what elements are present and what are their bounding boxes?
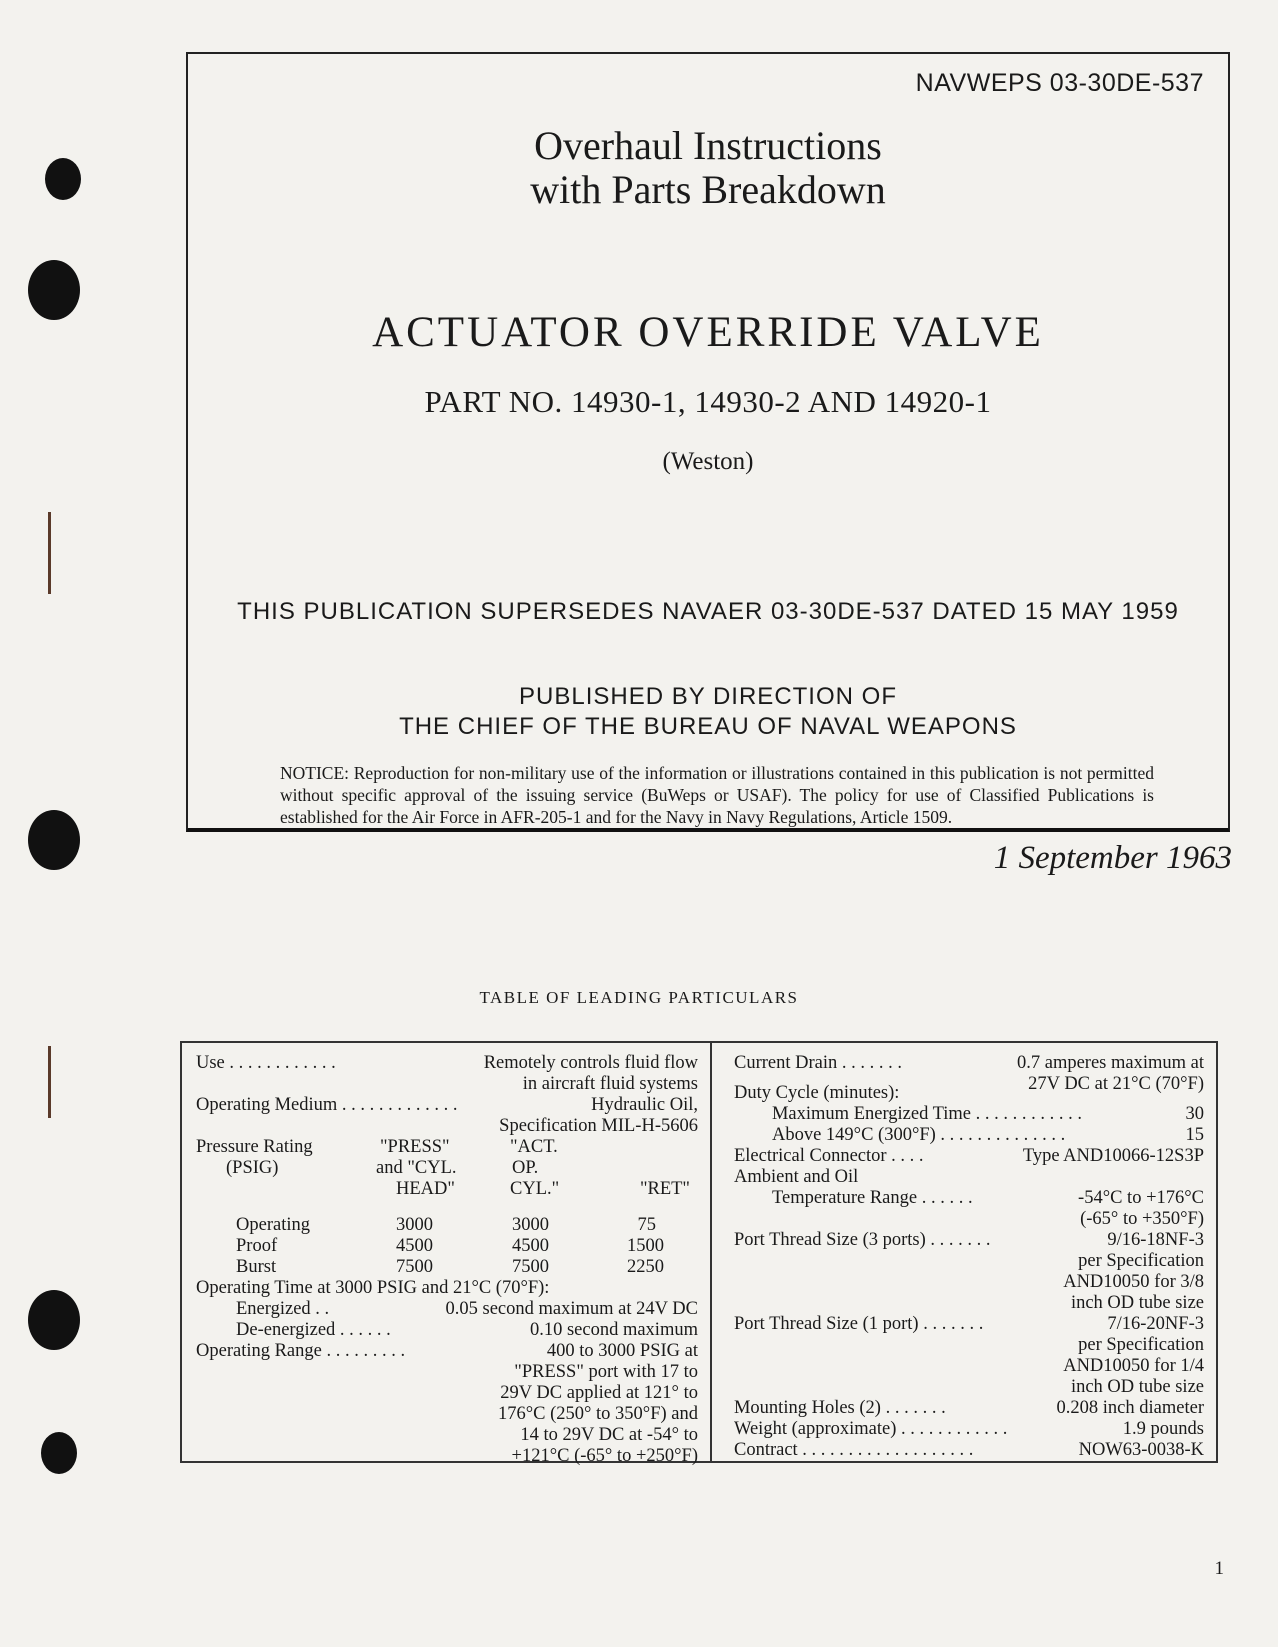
binder-hole bbox=[28, 810, 80, 870]
column-header-act: "ACT. bbox=[510, 1137, 558, 1157]
part-number: PART NO. 14930-1, 14930-2 AND 14920-1 bbox=[424, 384, 992, 419]
product-title: ACTUATOR OVERRIDE VALVE bbox=[372, 309, 1044, 356]
port-thread-1-value: 7/16-20NF-3 bbox=[1107, 1314, 1204, 1334]
mounting-holes-value: 0.208 inch diameter bbox=[1056, 1398, 1204, 1418]
column-header-act: CYL." bbox=[510, 1179, 560, 1199]
energized-value: 0.05 second maximum at 24V DC bbox=[445, 1299, 698, 1319]
energized-label: Energized . . bbox=[236, 1299, 330, 1319]
operating-range-value: 14 to 29V DC at -54° to bbox=[520, 1425, 698, 1445]
port-thread-3-value: AND10050 for 3/8 bbox=[1063, 1272, 1204, 1292]
ambient-label: Ambient and Oil bbox=[733, 1167, 859, 1187]
pressure-value: 2250 bbox=[626, 1257, 664, 1277]
notice: NOTICE: Reproduction for non-military use of the information or illustrations contained in this publication is not permitted without specific approval of the issuing service (BuWeps or USAF). The policy for use of Classified Publications is established for the Air Force in AFR-205-1 and for the Navy in Navy Regulations, Article 1509. bbox=[280, 763, 1154, 827]
max-energized-label: Maximum Energized Time . . . . . . . . . . . . bbox=[771, 1104, 1083, 1124]
manufacturer: (Weston) bbox=[662, 448, 754, 475]
use-value: in aircraft fluid systems bbox=[522, 1074, 698, 1094]
port-thread-3-label: Port Thread Size (3 ports) . . . . . . . bbox=[733, 1230, 991, 1250]
max-energized-value: 30 bbox=[1185, 1104, 1204, 1124]
pressure-value: 4500 bbox=[512, 1236, 549, 1256]
particulars-left-column bbox=[182, 1043, 712, 1466]
medium-value: Hydraulic Oil, bbox=[591, 1095, 698, 1115]
current-drain-value: 0.7 amperes maximum at bbox=[1016, 1053, 1204, 1073]
mounting-holes-label: Mounting Holes (2) . . . . . . . bbox=[733, 1398, 946, 1418]
temperature-range-value: (-65° to +350°F) bbox=[1080, 1209, 1204, 1229]
operating-range-value: 176°C (250° to 350°F) and bbox=[497, 1404, 698, 1424]
use-value: Remotely controls fluid flow bbox=[483, 1053, 698, 1073]
current-drain-value: 27V DC at 21°C (70°F) bbox=[1028, 1074, 1204, 1094]
above-temp-value: 15 bbox=[1185, 1125, 1204, 1145]
operating-range-value: 400 to 3000 PSIG at bbox=[546, 1341, 698, 1361]
port-thread-1-label: Port Thread Size (1 port) . . . . . . . bbox=[733, 1314, 984, 1334]
title-line-1: Overhaul Instructions bbox=[534, 123, 882, 168]
column-header-press: HEAD" bbox=[396, 1179, 455, 1199]
pressure-value: 75 bbox=[637, 1215, 656, 1235]
particulars-right-column bbox=[712, 1043, 1216, 1461]
pressure-row-label: Burst bbox=[236, 1257, 277, 1277]
port-thread-3-value: per Specification bbox=[1078, 1251, 1204, 1271]
temperature-range-label: Temperature Range . . . . . . bbox=[771, 1188, 973, 1208]
port-thread-1-value: per Specification bbox=[1078, 1335, 1204, 1355]
psig-label: (PSIG) bbox=[226, 1158, 279, 1178]
medium-value: Specification MIL-H-5606 bbox=[499, 1116, 698, 1136]
pressure-row-label: Proof bbox=[236, 1236, 278, 1256]
electrical-connector-value: Type AND10066-12S3P bbox=[1022, 1146, 1204, 1166]
pressure-label: Pressure Rating bbox=[196, 1137, 313, 1157]
binder-hole bbox=[28, 1290, 80, 1350]
use-label: Use . . . . . . . . . . . . bbox=[196, 1053, 336, 1073]
margin-mark bbox=[48, 1046, 51, 1118]
published-line-1: PUBLISHED BY DIRECTION OF bbox=[519, 683, 897, 710]
published-line-2: THE CHIEF OF THE BUREAU OF NAVAL WEAPONS bbox=[399, 713, 1017, 740]
operating-range-value: +121°C (-65° to +250°F) bbox=[511, 1446, 698, 1466]
binder-hole bbox=[41, 1432, 77, 1474]
operating-range-label: Operating Range . . . . . . . . . bbox=[196, 1341, 406, 1361]
operating-range-value: 29V DC applied at 121° to bbox=[500, 1383, 698, 1403]
pressure-value: 1500 bbox=[626, 1236, 664, 1256]
port-thread-3-value: 9/16-18NF-3 bbox=[1107, 1230, 1204, 1250]
port-thread-3-value: inch OD tube size bbox=[1070, 1293, 1204, 1313]
medium-label: Operating Medium . . . . . . . . . . . . . bbox=[196, 1095, 458, 1115]
pressure-value: 3000 bbox=[512, 1215, 549, 1235]
weight-label: Weight (approximate) . . . . . . . . . . . . bbox=[733, 1419, 1008, 1439]
operating-range-value: "PRESS" port with 17 to bbox=[514, 1362, 698, 1382]
leading-particulars-table bbox=[180, 1041, 1218, 1466]
column-header-press: "PRESS" bbox=[380, 1137, 450, 1157]
supersedes-statement: THIS PUBLICATION SUPERSEDES NAVAER 03-30DE-537 DATED 15 MAY 1959 bbox=[237, 598, 1179, 625]
pressure-value: 7500 bbox=[512, 1257, 549, 1277]
title-line-2: with Parts Breakdown bbox=[530, 167, 886, 212]
publication-date: 1 September 1963 bbox=[993, 840, 1232, 876]
weight-value: 1.9 pounds bbox=[1122, 1419, 1204, 1439]
doc-number: NAVWEPS 03-30DE-537 bbox=[915, 69, 1204, 97]
deenergized-value: 0.10 second maximum bbox=[529, 1320, 698, 1340]
port-thread-1-value: AND10050 for 1/4 bbox=[1063, 1356, 1204, 1376]
pressure-row-label: Operating bbox=[236, 1215, 310, 1235]
port-thread-1-value: inch OD tube size bbox=[1070, 1377, 1204, 1397]
current-drain-label: Current Drain . . . . . . . bbox=[733, 1053, 902, 1073]
published-by bbox=[188, 682, 1228, 742]
table-title: TABLE OF LEADING PARTICULARS bbox=[479, 988, 799, 1007]
duty-cycle-label: Duty Cycle (minutes): bbox=[733, 1083, 900, 1103]
deenergized-label: De-energized . . . . . . bbox=[236, 1320, 391, 1340]
margin-mark bbox=[48, 512, 51, 594]
page-number: 1 bbox=[1214, 1558, 1224, 1579]
pressure-value: 3000 bbox=[396, 1215, 433, 1235]
contract-label: Contract . . . . . . . . . . . . . . . . . . . bbox=[733, 1440, 974, 1460]
above-temp-label: Above 149°C (300°F) . . . . . . . . . . . . . . bbox=[771, 1125, 1066, 1145]
binder-hole bbox=[45, 158, 81, 200]
binder-hole bbox=[28, 260, 80, 320]
pressure-value: 4500 bbox=[396, 1236, 433, 1256]
column-header-ret: "RET" bbox=[639, 1179, 690, 1199]
operating-time-label: Operating Time at 3000 PSIG and 21°C (70°F): bbox=[196, 1278, 550, 1298]
contract-value: NOW63-0038-K bbox=[1078, 1440, 1204, 1460]
electrical-connector-label: Electrical Connector . . . . bbox=[733, 1146, 924, 1166]
cover-box bbox=[186, 52, 1230, 832]
temperature-range-value: -54°C to +176°C bbox=[1078, 1188, 1204, 1208]
column-header-press: and "CYL. bbox=[376, 1158, 457, 1178]
column-header-act: OP. bbox=[512, 1158, 539, 1178]
pressure-value: 7500 bbox=[396, 1257, 433, 1277]
